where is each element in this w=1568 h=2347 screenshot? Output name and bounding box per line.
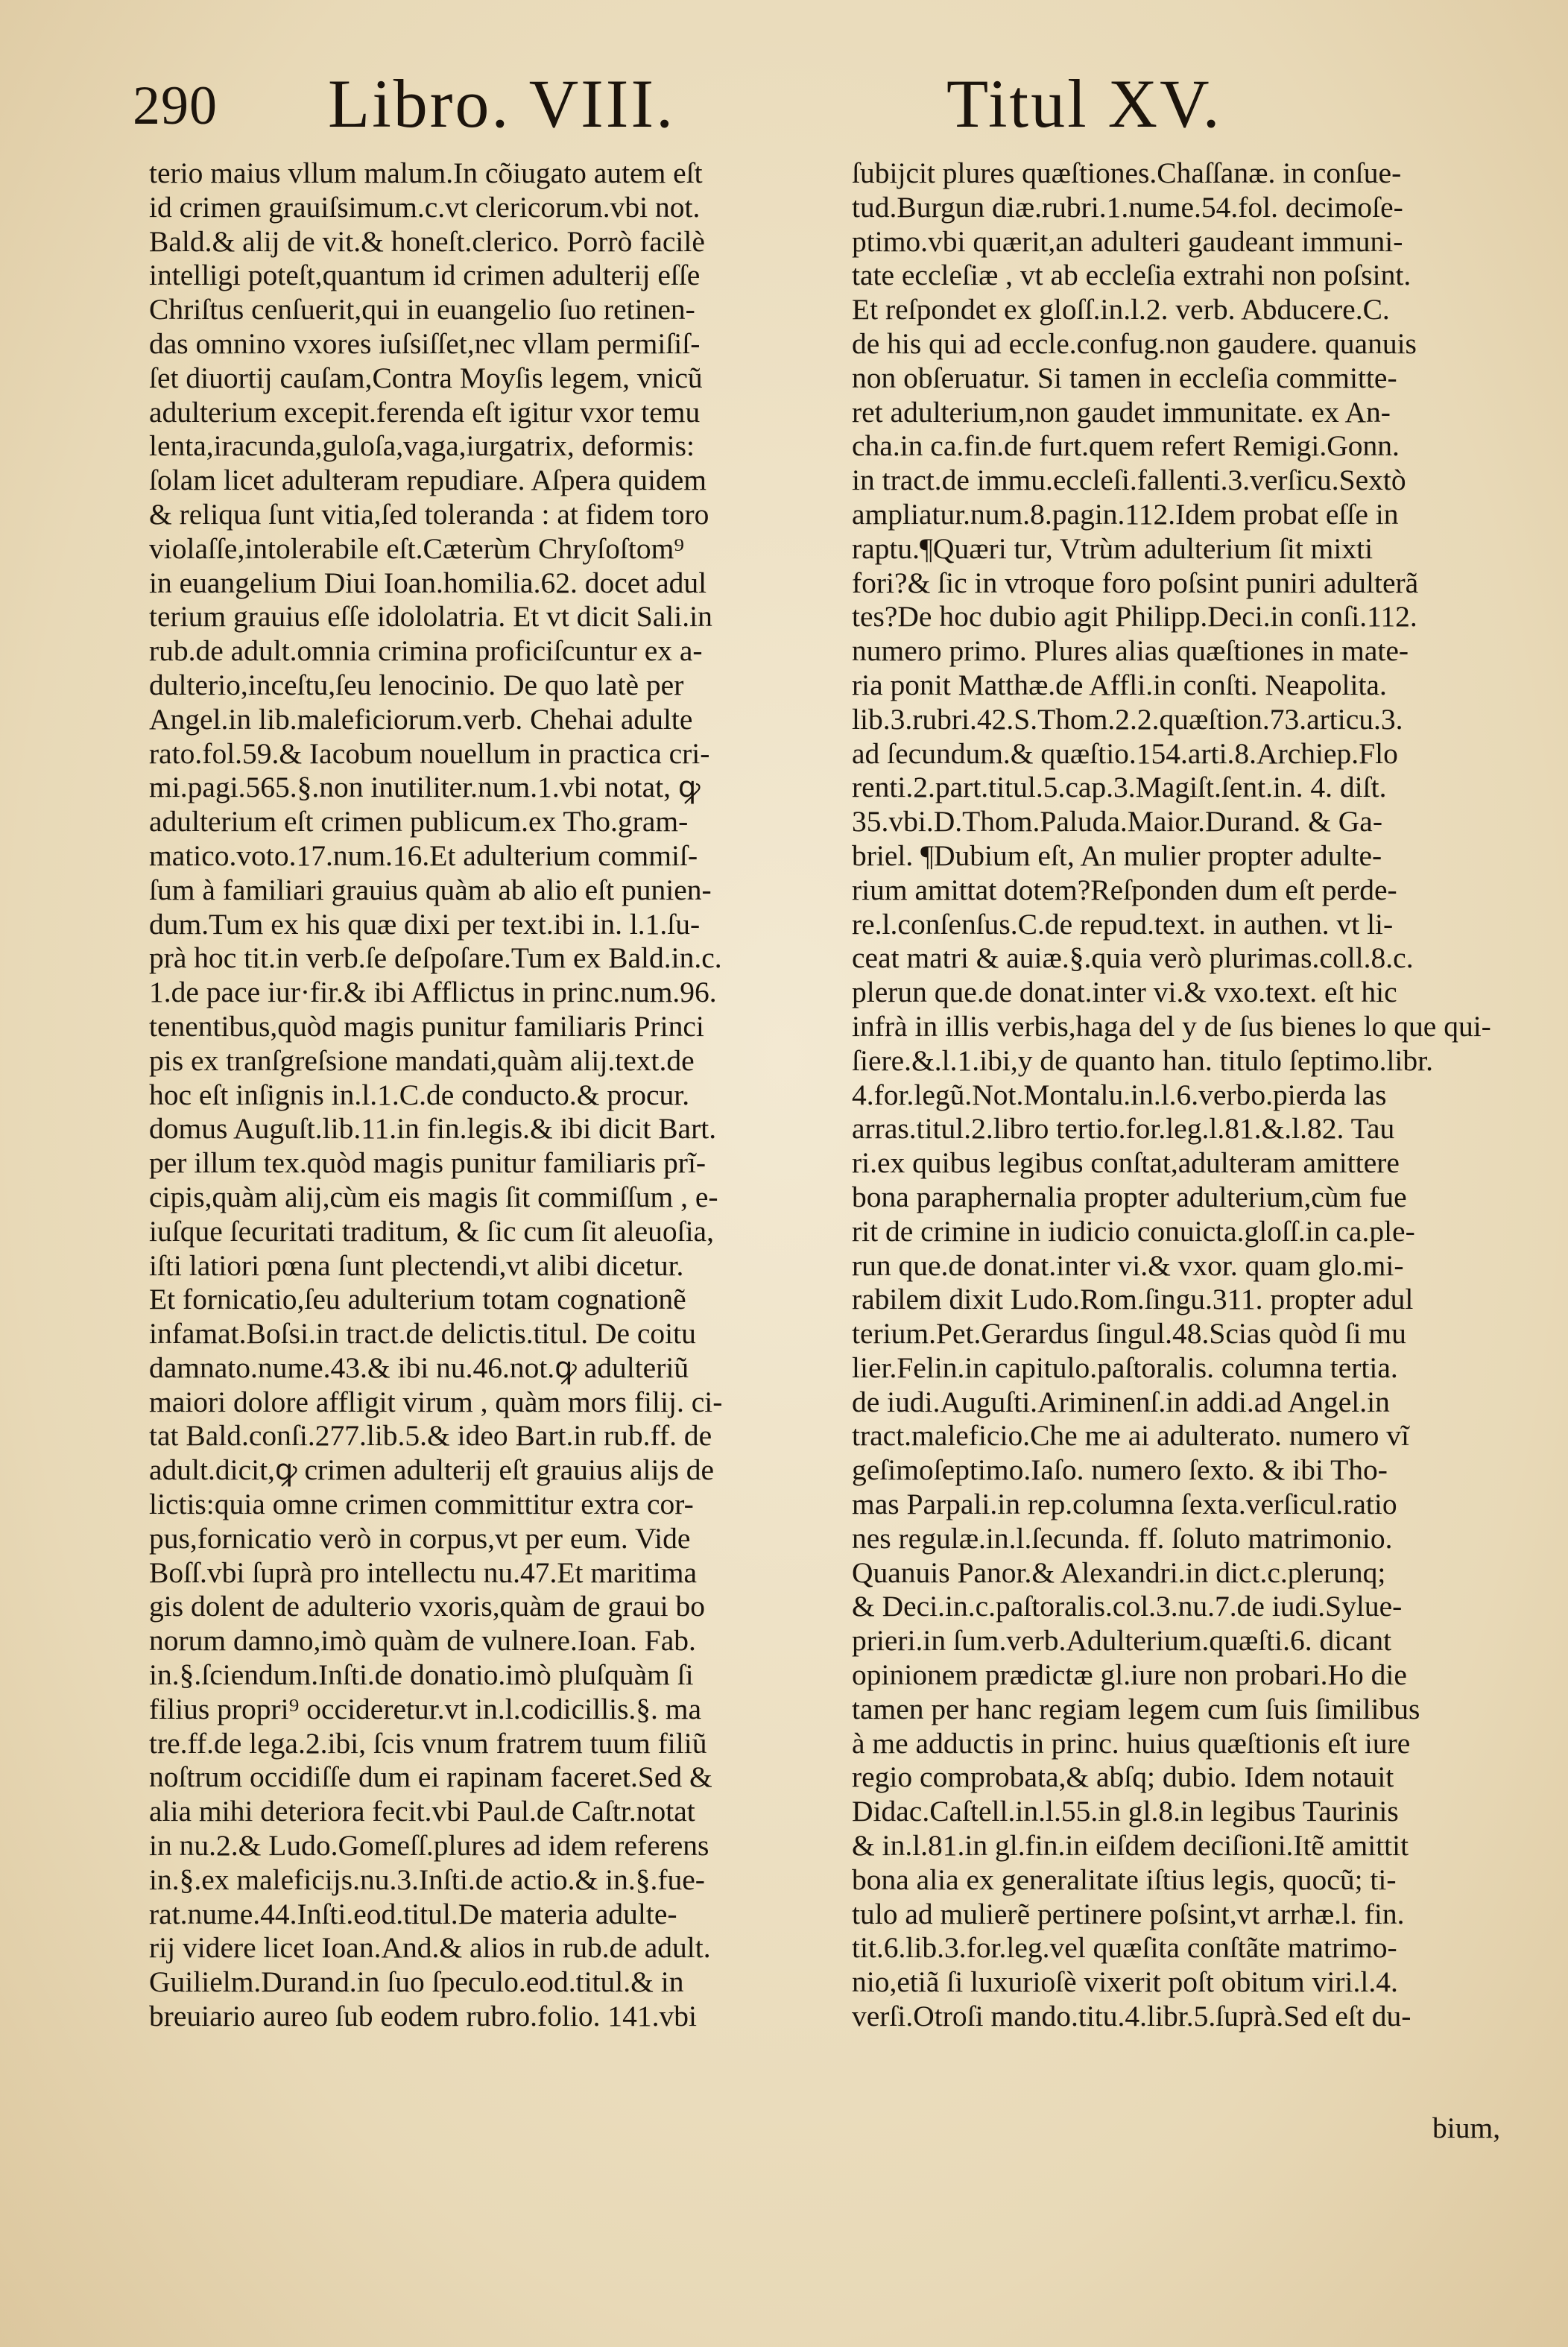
text-line: Didac.Caſtell.in.l.55.in gl.8.in legibus Taurinis xyxy=(852,1795,1399,1828)
text-line: per illum tex.quòd magis punitur familiaris prĩ- xyxy=(149,1146,706,1180)
text-line: raptu.¶Quæri tur, Vtrùm adulterium ſit mixti xyxy=(852,531,1373,565)
text-line: run que.de donat.inter vi.& vxor. quam glo.mi- xyxy=(852,1248,1404,1282)
text-line: 1.de pace iur·fir.& ibi Afflictus in princ.num.96. xyxy=(149,976,717,1009)
text-line: lib.3.rubri.42.S.Thom.2.2.quæſtion.73.articu.3. xyxy=(852,702,1403,736)
text-line: nes regulæ.in.l.ſecunda. ff. ſoluto matrimonio. xyxy=(852,1521,1393,1555)
text-line: tre.ff.de lega.2.ibi, ſcis vnum fratrem tuum filiũ xyxy=(149,1726,707,1760)
text-line: plerun que.de donat.inter vi.& vxo.text. eſt hic xyxy=(852,976,1397,1009)
left-text-column xyxy=(149,157,805,2034)
text-line: tate eccleſiæ , vt ab eccleſia extrahi non poſsint. xyxy=(852,259,1411,292)
page-number: 290 xyxy=(133,75,218,136)
text-line: 4.for.legũ.Not.Montalu.in.l.6.verbo.pierda las xyxy=(852,1078,1387,1111)
text-line: Bald.& alij de vit.& honeſt.clerico. Porrò facilè xyxy=(149,224,705,258)
text-line: bona alia ex generalitate iſtius legis, quocũ; ti- xyxy=(852,1863,1397,1896)
text-line: tamen per hanc regiam legem cum ſuis ſimilibus xyxy=(852,1692,1420,1725)
text-line: ceat matri & auiæ.§.quia verò plurimas.coll.8.c. xyxy=(852,941,1414,975)
text-line: cha.in ca.fin.de furt.quem refert Remigi.Gonn. xyxy=(852,429,1400,463)
text-line: terio maius vllum malum.In cõiugato autem eſt xyxy=(149,157,703,189)
text-line: de his qui ad eccle.confug.non gaudere. quanuis xyxy=(852,326,1417,360)
text-line: arras.titul.2.libro tertio.for.leg.l.81.&.l.82. Tau xyxy=(852,1112,1395,1146)
text-line: tit.6.lib.3.for.leg.vel quæſita conſtãte matrimo- xyxy=(852,1931,1397,1965)
text-line: numero primo. Plures alias quæſtiones in mate- xyxy=(852,634,1409,668)
text-line: lier.Felin.in capitulo.paſtoralis. columna tertia. xyxy=(852,1351,1398,1384)
text-line: fori?& ſic in vtroque foro poſsint puniri adulterã xyxy=(852,566,1419,599)
running-head-book: Libro. VIII. xyxy=(328,66,676,142)
text-line: rato.fol.59.& Iacobum nouellum in practica cri- xyxy=(149,736,710,770)
text-line: norum damno,imò quàm de vulnere.Ioan. Fab. xyxy=(149,1624,696,1658)
text-line: ad ſecundum.& quæſtio.154.arti.8.Archiep.Flo xyxy=(852,736,1398,770)
text-line: maiori dolore affligit virum , quàm mors filij. ci- xyxy=(149,1385,723,1418)
running-head-title: Titul XV. xyxy=(946,66,1222,142)
text-line: domus Auguſt.lib.11.in fin.legis.& ibi dicit Bart. xyxy=(149,1112,717,1146)
text-line: adulterium eſt crimen publicum.ex Tho.gram- xyxy=(149,805,689,838)
text-line: in.§.ex maleficijs.nu.3.Inſti.de actio.& in.§.fue- xyxy=(149,1863,705,1896)
text-line: Et fornicatio,ſeu adulterium totam cognationẽ xyxy=(149,1283,686,1316)
text-line: gis dolent de adulterio vxoris,quàm de graui bo xyxy=(149,1590,705,1623)
text-line: ria ponit Matthæ.de Affli.in conſti. Neapolita. xyxy=(852,668,1387,701)
text-line: das omnino vxores iuſsiſſet,nec vllam permiſiſ- xyxy=(149,326,701,360)
text-line: ret adulterium,non gaudet immunitate. ex An- xyxy=(852,395,1391,429)
text-line: rub.de adult.omnia crimina proficiſcuntur ex a- xyxy=(149,634,703,668)
text-line: in.§.ſciendum.Inſti.de donatio.imò pluſquàm ſi xyxy=(149,1658,694,1692)
text-line: ptimo.vbi quærit,an adulteri gaudeant immuni- xyxy=(852,224,1403,258)
text-line: damnato.nume.43.& ibi nu.46.not.ꝙ adulteriũ xyxy=(149,1351,689,1384)
text-line: verſi.Otroſi mando.titu.4.libr.5.ſuprà.Sed eſt du- xyxy=(852,2000,1411,2033)
text-line: ampliatur.num.8.pagin.112.Idem probat eſſe in xyxy=(852,497,1399,531)
text-line: briel. ¶Dubium eſt, An mulier propter adulte- xyxy=(852,838,1382,872)
text-line: tes?De hoc dubio agit Philipp.Deci.in conſi.112. xyxy=(852,600,1417,634)
text-line: filius propri⁹ occideretur.vt in.l.codicillis.§. ma xyxy=(149,1692,702,1725)
text-line: adulterium excepit.ferenda eſt igitur vxor temu xyxy=(149,395,701,429)
text-line: iuſque ſecuritati traditum, & ſic cum ſit aleuoſia, xyxy=(149,1214,714,1248)
text-line: de iudi.Auguſti.Ariminenſ.in addi.ad Angel.in xyxy=(852,1385,1390,1418)
text-line: rij videre licet Ioan.And.& alios in rub.de adult. xyxy=(149,1931,711,1965)
text-line: rabilem dixit Ludo.Rom.ſingu.311. propter adul xyxy=(852,1283,1414,1316)
text-line: violaſſe,intolerabile eſt.Cæterùm Chryſoſtom⁹ xyxy=(149,531,685,565)
text-line: tract.maleficio.Che me ai adulterato. numero vĩ xyxy=(852,1419,1410,1453)
text-line: noſtrum occidiſſe dum ei rapinam faceret.Sed & xyxy=(149,1760,712,1794)
text-line: Guilielm.Durand.in ſuo ſpeculo.eod.titul.& in xyxy=(149,1965,684,1999)
text-line: lictis:quia omne crimen committitur extra cor- xyxy=(149,1488,694,1521)
text-line: ri.ex quibus legibus conſtat,adulteram amittere xyxy=(852,1146,1400,1180)
text-line: ſum à familiari grauius quàm ab alio eſt punien- xyxy=(149,873,712,906)
text-line: tat Bald.conſi.277.lib.5.& ideo Bart.in rub.ff. de xyxy=(149,1419,712,1453)
text-line: prà hoc tit.in verb.ſe deſpoſare.Tum ex Bald.in.c. xyxy=(149,941,722,975)
right-text-column xyxy=(852,157,1508,2034)
text-line: à me adductis in princ. huius quæſtionis eſt iure xyxy=(852,1726,1411,1760)
text-line: infrà in illis verbis,haga del y de ſus bienes lo que qui- xyxy=(852,1009,1491,1043)
text-line: hoc eſt inſignis in.l.1.C.de conducto.& procur. xyxy=(149,1078,690,1111)
text-line: Quanuis Panor.& Alexandri.in dict.c.plerunq; xyxy=(852,1555,1386,1589)
text-line: opinionem prædictæ gl.iure non probari.Ho die xyxy=(852,1658,1407,1692)
text-line: intelligi poteſt,quantum id crimen adulterij eſſe xyxy=(149,259,701,292)
text-line: 35.vbi.D.Thom.Paluda.Maior.Durand. & Ga- xyxy=(852,805,1382,838)
text-line: pis ex tranſgreſsione mandati,quàm alij.text.de xyxy=(149,1043,695,1077)
text-line: bona paraphernalia propter adulterium,cùm fue xyxy=(852,1180,1407,1213)
text-line: breuiario aureo ſub eodem rubro.folio. 141.vbi xyxy=(149,2000,697,2033)
text-line: & reliqua ſunt vitia,ſed toleranda : at fidem toro xyxy=(149,497,709,531)
text-line: lenta,iracunda,guloſa,vaga,iurgatrix, deformis: xyxy=(149,429,695,463)
text-line: alia mihi deteriora fecit.vbi Paul.de Caſtr.notat xyxy=(149,1795,695,1828)
text-line: dum.Tum ex his quæ dixi per text.ibi in. l.1.ſu- xyxy=(149,907,701,941)
text-line: geſimoſeptimo.Iaſo. numero ſexto. & ibi Tho- xyxy=(852,1453,1388,1487)
text-line: mas Parpali.in rep.columna ſexta.verſicul.ratio xyxy=(852,1488,1397,1521)
text-line: non obſeruatur. Si tamen in eccleſia committe- xyxy=(852,361,1397,394)
text-line: & in.l.81.in gl.fin.in eiſdem deciſioni.Itẽ amittit xyxy=(852,1829,1409,1863)
text-line: nio,etiã ſi luxurioſè vixerit poſt obitum viri.l.4. xyxy=(852,1965,1398,1999)
text-line: ſet diuortij cauſam,Contra Moyſis legem, vnicũ xyxy=(149,361,703,394)
text-line: dulterio,inceſtu,ſeu lenocinio. De quo latè per xyxy=(149,668,684,701)
text-line: rit de crimine in iudicio conuicta.gloſſ.in ca.ple- xyxy=(852,1214,1415,1248)
text-line: tenentibus,quòd magis punitur familiaris Princi xyxy=(149,1009,704,1043)
text-line: re.l.conſenſus.C.de repud.text. in authen. vt li- xyxy=(852,907,1394,941)
text-line: ſiere.&.l.1.ibi,y de quanto han. titulo ſeptimo.libr. xyxy=(852,1043,1434,1077)
text-line: Et reſpondet ex gloſſ.in.l.2. verb. Abducere.C. xyxy=(852,293,1390,326)
text-line: in nu.2.& Ludo.Gomeſſ.plures ad idem referens xyxy=(149,1829,709,1863)
text-line: in tract.de immu.eccleſi.fallenti.3.verſicu.Sextò xyxy=(852,464,1406,497)
text-line: mi.pagi.565.§.non inutiliter.num.1.vbi notat, ꝙ xyxy=(149,771,701,804)
text-line: iſti latiori pœna ſunt plectendi,vt alibi dicetur. xyxy=(149,1248,684,1282)
text-line: in euangelium Diui Ioan.homilia.62. docet adul xyxy=(149,566,707,599)
text-line: Chriſtus cenſuerit,qui in euangelio ſuo retinen- xyxy=(149,293,695,326)
text-line: adult.dicit,ꝙ crimen adulterij eſt grauius alijs de xyxy=(149,1453,715,1487)
text-line: Boſſ.vbi ſuprà pro intellectu nu.47.Et maritima xyxy=(149,1555,697,1589)
text-line: cipis,quàm alij,cùm eis magis ſit commiſſum , e- xyxy=(149,1180,718,1213)
text-line: renti.2.part.titul.5.cap.3.Magiſt.ſent.in. 4. diſt. xyxy=(852,771,1387,804)
text-line: id crimen grauiſsimum.c.vt clericorum.vbi not. xyxy=(149,190,701,224)
text-line: prieri.in ſum.verb.Adulterium.quæſti.6. dicant xyxy=(852,1624,1392,1658)
text-line: rat.nume.44.Inſti.eod.titul.De materia adulte- xyxy=(149,1897,677,1930)
text-line: terium.Pet.Gerardus ſingul.48.Scias quòd ſi mu xyxy=(852,1317,1406,1351)
text-line: rium amittat dotem?Reſponden dum eſt perde- xyxy=(852,873,1397,906)
text-line: & Deci.in.c.paſtoralis.col.3.nu.7.de iudi.Sylue- xyxy=(852,1590,1403,1623)
text-line: tulo ad mulierẽ pertinere poſsint,vt arrhæ.l. fin. xyxy=(852,1897,1405,1930)
text-line: infamat.Boſsi.in tract.de delictis.titul. De coitu xyxy=(149,1317,696,1351)
text-line: terium grauius eſſe idololatria. Et vt dicit Sali.in xyxy=(149,600,712,634)
text-line: ſubijcit plures quæſtiones.Chaſſanæ. in conſue- xyxy=(852,157,1402,189)
text-line: tud.Burgun diæ.rubri.1.nume.54.fol. decimoſe- xyxy=(852,190,1403,224)
text-line: matico.voto.17.num.16.Et adulterium commiſ- xyxy=(149,838,698,872)
text-line: Angel.in lib.maleficiorum.verb. Chehai adulte xyxy=(149,702,693,736)
text-line: ſolam licet adulteram repudiare. Aſpera quidem xyxy=(149,464,707,497)
text-line: regio comprobata,& abſq; dubio. Idem notauit xyxy=(852,1760,1394,1794)
catchword: bium, xyxy=(1432,2111,1501,2144)
text-line: pus,fornicatio verò in corpus,vt per eum. Vide xyxy=(149,1521,691,1555)
